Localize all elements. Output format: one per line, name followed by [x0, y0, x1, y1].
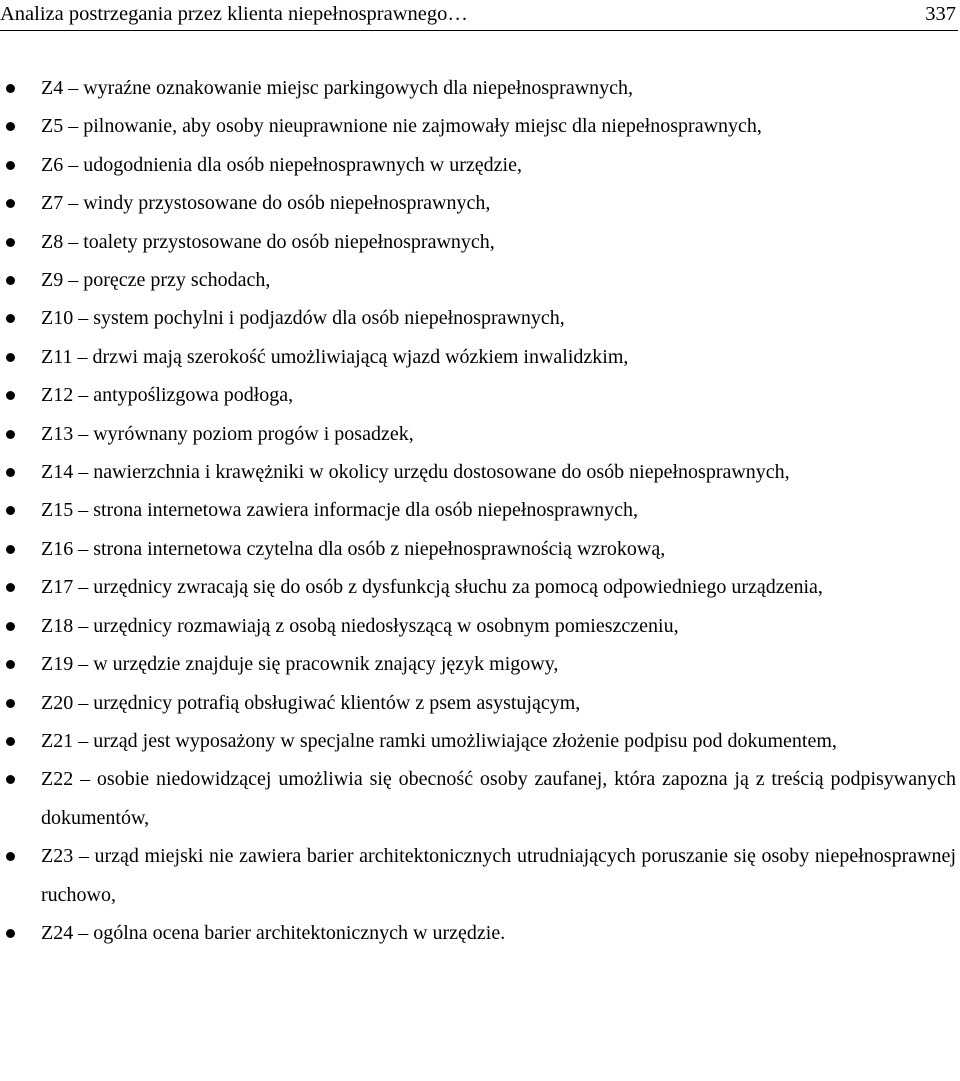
list-item-text: Z6 – udogodnienia dla osób niepełnosprawnych w urzędzie,: [41, 153, 522, 176]
list-item-text: Z16 – strona internetowa czytelna dla osób z niepełnosprawnością wzrokową,: [41, 537, 666, 560]
list-item: [0, 491, 960, 529]
list-item: [0, 530, 960, 568]
bullet-icon: [6, 506, 15, 515]
bullet-icon: [6, 929, 15, 938]
bullet-icon: [6, 468, 15, 477]
bullet-icon: [6, 430, 15, 439]
running-header-title: Analiza postrzegania przez klienta niepełnosprawnego…: [0, 3, 468, 25]
bullet-icon: [6, 161, 15, 170]
list-item-text: Z14 – nawierzchnia i krawężniki w okolicy urzędu dostosowane do osób niepełnosprawnych,: [41, 461, 790, 484]
bullet-icon: [6, 122, 15, 131]
list-item-text: Z22 – osobie niedowidzącej umożliwia się obecność osoby zaufanej, która zapozna ją z treścią podpisywanych dokumentów,: [41, 768, 956, 829]
list-item-text: Z8 – toalety przystosowane do osób niepełnosprawnych,: [41, 230, 495, 253]
list-item-text: Z9 – poręcze przy schodach,: [41, 269, 271, 292]
bullet-icon: [6, 545, 15, 554]
list-item: [0, 299, 960, 337]
list-item: [0, 760, 960, 837]
bullet-icon: [6, 775, 15, 784]
list-item-text: Z24 – ogólna ocena barier architektonicznych w urzędzie.: [41, 921, 506, 944]
list-item-text: Z17 – urzędnicy zwracają się do osób z dysfunkcją słuchu za pomocą odpowiedniego urządzenia,: [41, 576, 823, 599]
bullet-icon: [6, 699, 15, 708]
list-item: [0, 223, 960, 261]
list-item-text: Z7 – windy przystosowane do osób niepełnosprawnych,: [41, 192, 491, 215]
list-item-text: Z10 – system pochylni i podjazdów dla osób niepełnosprawnych,: [41, 307, 565, 330]
list-item: [0, 645, 960, 683]
list-item: [0, 69, 960, 107]
list-item: [0, 261, 960, 299]
list-item-text: Z5 – pilnowanie, aby osoby nieuprawnione nie zajmowały miejsc dla niepełnosprawnych,: [41, 115, 762, 138]
list-item: [0, 453, 960, 491]
list-item-text: Z18 – urzędnicy rozmawiają z osobą niedosłyszącą w osobnym pomieszczeniu,: [41, 614, 679, 637]
list-item-text: Z13 – wyrównany poziom progów i posadzek,: [41, 422, 414, 445]
list-item: [0, 146, 960, 184]
list-item: [0, 722, 960, 760]
bullet-icon: [6, 622, 15, 631]
list-item: [0, 568, 960, 606]
bullet-icon: [6, 391, 15, 400]
bullet-icon: [6, 314, 15, 323]
list-item: [0, 107, 960, 145]
list-item-text: Z15 – strona internetowa zawiera informacje dla osób niepełnosprawnych,: [41, 499, 639, 522]
bullet-icon: [6, 84, 15, 93]
list-item-text: Z21 – urząd jest wyposażony w specjalne ramki umożliwiające złożenie podpisu pod dokumentem,: [41, 729, 837, 752]
page-number: 337: [925, 3, 956, 25]
bullet-icon: [6, 276, 15, 285]
list-item-text: Z12 – antypoślizgowa podłoga,: [41, 384, 294, 407]
list-item: [0, 338, 960, 376]
list-item: [0, 184, 960, 222]
bullet-icon: [6, 238, 15, 247]
bullet-icon: [6, 353, 15, 362]
list-item-text: Z20 – urzędnicy potrafią obsługiwać klientów z psem asystującym,: [41, 691, 581, 714]
bullet-icon: [6, 737, 15, 746]
list-item-text: Z23 – urząd miejski nie zawiera barier architektonicznych utrudniających poruszanie się osoby niepełnosprawnej ruchowo,: [41, 845, 956, 906]
list-item: [0, 684, 960, 722]
list-item-text: Z4 – wyraźne oznakowanie miejsc parkingowych dla niepełnosprawnych,: [41, 77, 634, 99]
bullet-icon: [6, 660, 15, 669]
list-item: [0, 607, 960, 645]
list-item: [0, 837, 960, 914]
list-item: [0, 415, 960, 453]
bullet-icon: [6, 199, 15, 208]
bullet-icon: [6, 852, 15, 861]
list-item-text: Z11 – drzwi mają szerokość umożliwiającą wjazd wózkiem inwalidzkim,: [41, 345, 629, 368]
list-item-text: Z19 – w urzędzie znajduje się pracownik znający język migowy,: [41, 653, 559, 676]
factor-list: [0, 69, 960, 952]
page-header: [0, 0, 958, 31]
list-item: [0, 376, 960, 414]
list-item: [0, 914, 960, 952]
bullet-icon: [6, 583, 15, 592]
